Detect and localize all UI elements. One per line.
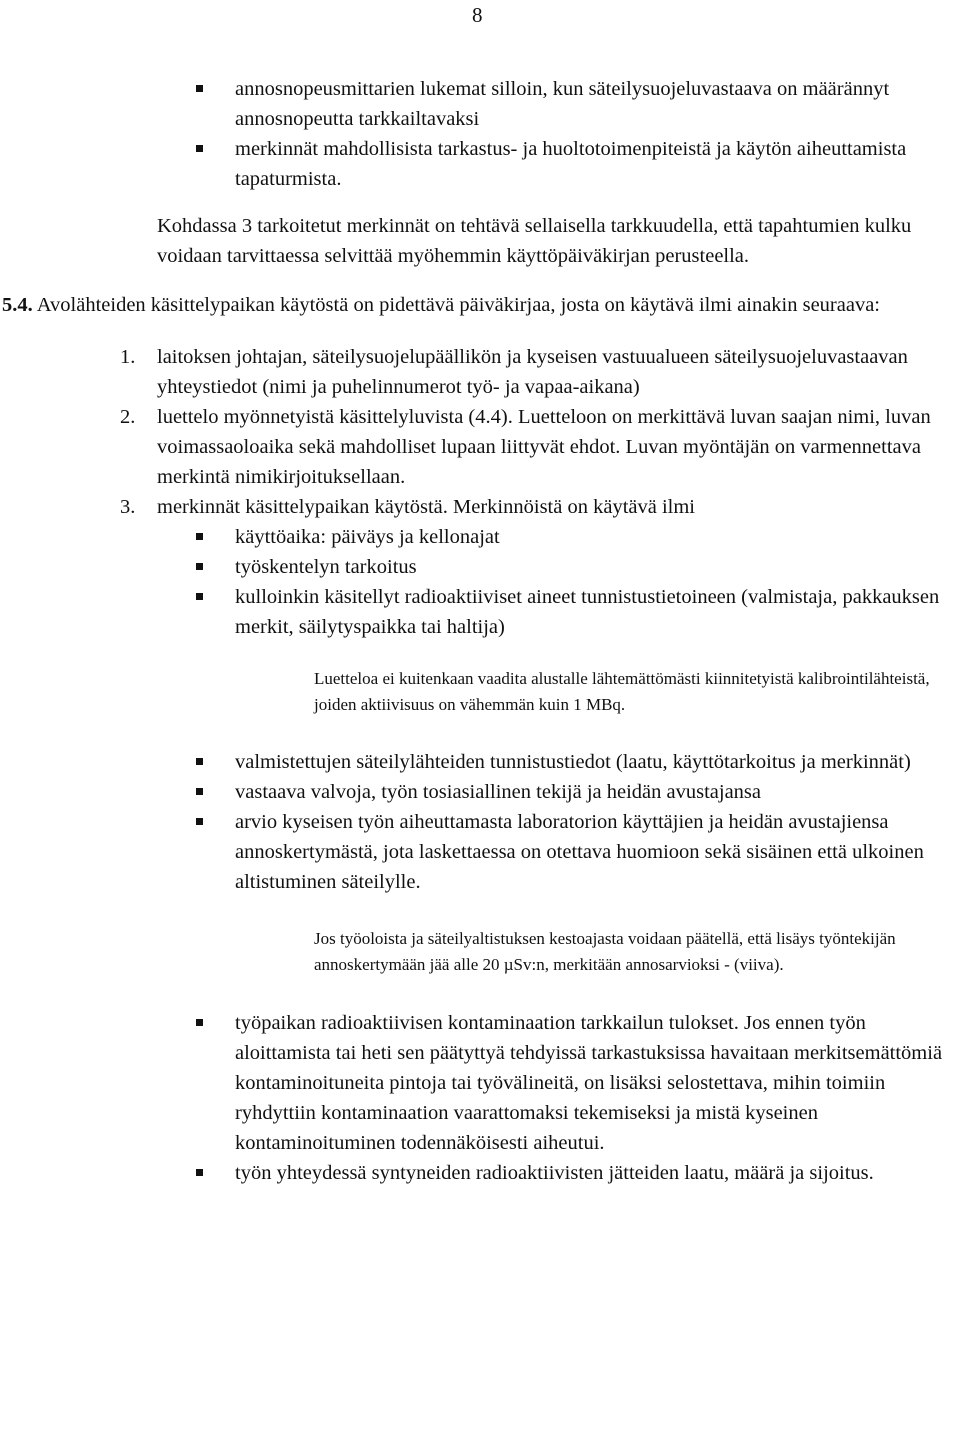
bullet-text: merkinnät mahdollisista tarkastus- ja huoltotoimenpiteistä ja käytön aiheuttamista tapaturmista. <box>235 138 907 190</box>
square-bullet-icon <box>196 1169 203 1176</box>
list-item <box>157 777 957 807</box>
bullet-text: valmistettujen säteilylähteiden tunnistustiedot (laatu, käyttötarkoitus ja merkinnät) <box>235 751 911 773</box>
square-bullet-icon <box>196 818 203 825</box>
item-text: laitoksen johtajan, säteilysuojelupäällikön ja kyseisen vastuualueen säteilysuojeluvastaavan yhteystiedot (nimi ja puhelinnumerot työ- ja vapaa-aikana) <box>157 346 908 398</box>
numbered-list <box>120 342 957 1188</box>
section-heading <box>2 290 957 320</box>
note-text: Luetteloa ei kuitenkaan vaadita alustalle lähtemättömästi kiinnitetyistä kalibrointilähteistä, joiden aktiivisuus on vähemmän kuin 1 MBq. <box>314 669 930 714</box>
item-text: luettelo myönnetyistä käsittelyluvista (4.4). Luetteloon on merkittävä luvan saajan nimi, luvan voimassaoloaika sekä mahdolliset lupaan liittyvät ehdot. Luvan myöntäjän on varmennettava merkintä nimikirjoituksellaan. <box>157 406 931 488</box>
section-number: 5.4. <box>2 294 33 316</box>
numbered-item-3 <box>120 492 957 1188</box>
list-item <box>157 522 957 552</box>
bullet-text: työpaikan radioaktiivisen kontaminaation tarkkailun tulokset. Jos ennen työn aloittamista tai heti sen päätyttyä tehdyissä tarkastuksissa havaitaan merkitsemättömiä kontaminoituneita pintoja tai työvälineitä, on lisäksi selostettava, mihin toimiin ryhdyttiin kontaminaation vaarattomaksi tekemiseksi ja mistä kyseinen kontaminoituminen todennäköisesti aiheutui. <box>235 1012 943 1154</box>
square-bullet-icon <box>196 85 203 92</box>
document-body <box>2 74 957 1188</box>
section-text: Avolähteiden käsittelypaikan käytöstä on pidettävä päiväkirjaa, josta on käytävä ilmi ainakin seuraava: <box>36 294 881 316</box>
square-bullet-icon <box>196 788 203 795</box>
square-bullet-icon <box>196 1019 203 1026</box>
square-bullet-icon <box>196 533 203 540</box>
numbered-item-2 <box>120 402 957 492</box>
bullet-text: työn yhteydessä syntyneiden radioaktiivisten jätteiden laatu, määrä ja sijoitus. <box>235 1162 874 1184</box>
item-text: merkinnät käsittelypaikan käytöstä. Merkinnöistä on käytävä ilmi <box>157 496 695 518</box>
list-item <box>157 134 957 194</box>
sub-bullet-list <box>157 747 957 897</box>
numbered-item-1 <box>120 342 957 402</box>
list-item <box>157 552 957 582</box>
paragraph: Kohdassa 3 tarkoitetut merkinnät on tehtävä sellaisella tarkkuudella, että tapahtumien kulku voidaan tarvittaessa selvittää myöhemmin käyttöpäiväkirjan perusteella. <box>157 215 912 267</box>
sub-bullet-list <box>157 522 957 642</box>
top-bullet-list <box>157 74 957 194</box>
square-bullet-icon <box>196 145 203 152</box>
bullet-text: arvio kyseisen työn aiheuttamasta laboratorion käyttäjien ja heidän avustajiensa annoskertymästä, jota laskettaessa on otettava huomioon sekä sisäinen että ulkoinen altistuminen säteilylle. <box>235 811 924 893</box>
bullet-text: käyttöaika: päiväys ja kellonajat <box>235 526 500 548</box>
bullet-text: työskentelyn tarkoitus <box>235 556 417 578</box>
list-item <box>157 747 957 777</box>
sub-bullet-list <box>157 1008 957 1188</box>
bullet-text: annosnopeusmittarien lukemat silloin, kun säteilysuojeluvastaava on määrännyt annosnopeutta tarkkailtavaksi <box>235 78 890 130</box>
item-number: 3. <box>120 496 136 518</box>
square-bullet-icon <box>196 563 203 570</box>
list-item <box>157 582 957 642</box>
square-bullet-icon <box>196 758 203 765</box>
list-item <box>157 807 957 897</box>
bullet-text: kulloinkin käsitellyt radioaktiiviset aineet tunnistustietoineen (valmistaja, pakkauksen merkit, säilytyspaikka tai haltija) <box>235 586 940 638</box>
list-item <box>157 1008 957 1158</box>
list-item <box>157 74 957 134</box>
page-number: 8 <box>472 3 483 27</box>
list-item <box>157 1158 957 1188</box>
note-text: Jos työoloista ja säteilyaltistuksen kestoajasta voidaan päätellä, että lisäys työntekijän annoskertymään jää alle 20 µSv:n, merkitään annosarvioksi - (viiva). <box>314 929 896 974</box>
item-number: 2. <box>120 406 136 428</box>
bullet-text: vastaava valvoja, työn tosiasiallinen tekijä ja heidän avustajansa <box>235 781 761 803</box>
item-number: 1. <box>120 346 136 368</box>
square-bullet-icon <box>196 593 203 600</box>
